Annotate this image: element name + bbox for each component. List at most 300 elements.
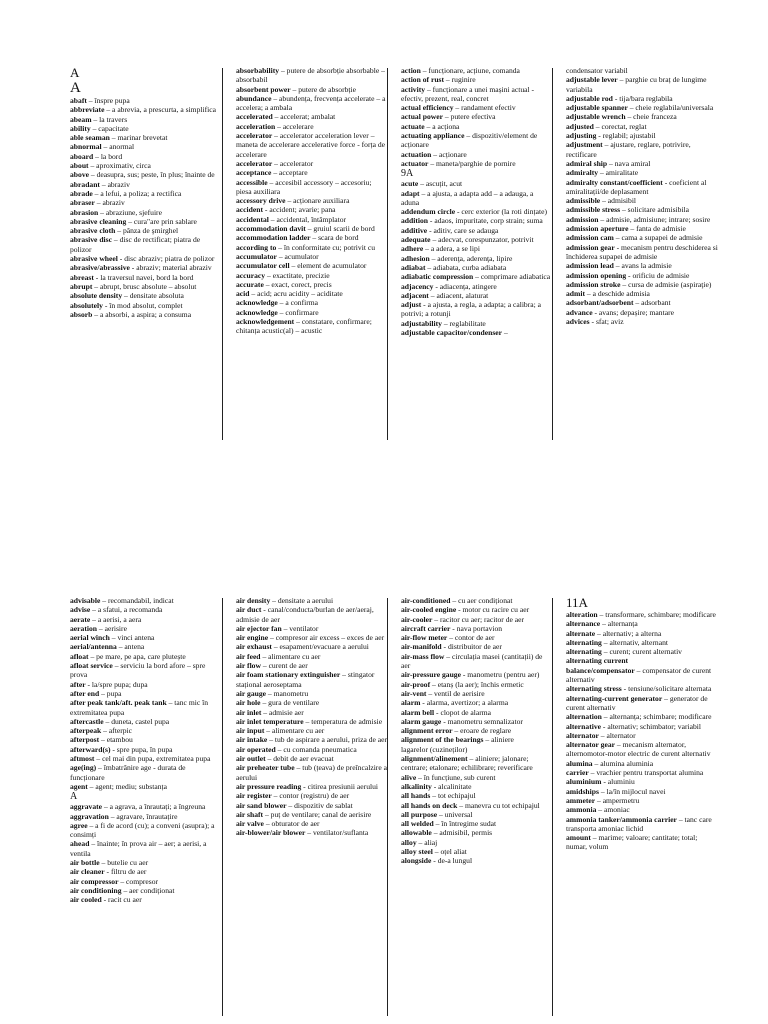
dictionary-entry bbox=[401, 189, 553, 208]
dictionary-entry bbox=[566, 647, 718, 656]
entry-term: adjustable spanner bbox=[566, 103, 628, 113]
entry-term: air-conditioned bbox=[401, 596, 451, 605]
entry-definition: – alternanța; schimbare; modificare bbox=[601, 712, 712, 722]
dictionary-entry bbox=[236, 261, 388, 270]
entry-definition: – tot echipajul bbox=[430, 791, 476, 801]
dictionary-entry bbox=[401, 754, 553, 773]
dictionary-entry bbox=[236, 298, 388, 307]
entry-definition: – acceptare bbox=[271, 168, 308, 178]
dictionary-entry bbox=[236, 196, 388, 205]
dictionary-entry bbox=[70, 680, 222, 689]
entry-definition: – alternativ, alternant bbox=[601, 637, 668, 647]
entry-term: ahead bbox=[70, 839, 90, 849]
entry-definition: - nava portavion bbox=[450, 623, 503, 633]
entry-term: abrade bbox=[70, 188, 93, 198]
entry-definition: – randament efectiv bbox=[453, 103, 516, 113]
entry-definition: – stingator stațional aeroseptama bbox=[236, 670, 375, 689]
entry-term: acceleration bbox=[236, 121, 276, 131]
entry-term: air pressure reading bbox=[236, 781, 302, 791]
dictionary-entry bbox=[236, 810, 388, 819]
entry-definition: – aer condiționat bbox=[121, 885, 175, 895]
dictionary-entry bbox=[566, 638, 718, 647]
entry-term: aerial/antenna bbox=[70, 642, 117, 652]
dictionary-entry bbox=[566, 656, 718, 665]
dictionary-entry bbox=[236, 252, 388, 261]
dictionary-entry bbox=[70, 802, 222, 811]
entry-term: accumulator bbox=[236, 251, 277, 261]
dictionary-entry bbox=[70, 652, 222, 661]
entry-definition: – putere de absorbție absorbable – absorbabil bbox=[236, 66, 385, 85]
entry-term: abaft bbox=[70, 96, 87, 105]
entry-term: ammeter bbox=[566, 795, 596, 805]
dictionary-entry bbox=[401, 179, 553, 188]
column-divider bbox=[552, 68, 553, 440]
entry-definition: – abraziune, sjefuire bbox=[98, 207, 162, 217]
entry-definition: – cheie reglabila/universala bbox=[627, 103, 714, 113]
entry-definition: – a absorbi, a aspira; a consuma bbox=[92, 309, 192, 319]
entry-definition: condensator variabil bbox=[566, 66, 628, 75]
dictionary-entry bbox=[70, 226, 222, 235]
entry-definition: - la/spre pupa; dupa bbox=[85, 679, 148, 689]
entry-term: amount bbox=[566, 833, 591, 843]
column-4 bbox=[566, 66, 718, 326]
entry-definition: – a acționa bbox=[424, 121, 460, 131]
entry-definition: – ruginire bbox=[444, 75, 476, 85]
entry-definition: - adiacența, atingere bbox=[433, 281, 497, 291]
entry-term: all welded bbox=[401, 819, 434, 829]
entry-definition: - canal/conducta/burlan de aer/aeraj, admisie de aer bbox=[236, 605, 374, 624]
entry-term: adequate bbox=[401, 235, 431, 245]
column-1 bbox=[70, 66, 222, 319]
dictionary-entry bbox=[236, 819, 388, 828]
entry-term: alternative bbox=[566, 721, 602, 731]
entry-term: accessible bbox=[236, 177, 268, 187]
entry-term: aeration bbox=[70, 623, 97, 633]
dictionary-entry bbox=[70, 877, 222, 886]
entry-term: absorb bbox=[70, 309, 93, 319]
dictionary-entry bbox=[566, 280, 718, 289]
entry-term: air operated bbox=[236, 744, 276, 754]
dictionary-entry bbox=[401, 112, 553, 121]
entry-definition: – accelerator bbox=[272, 158, 314, 168]
entry-term: admission lead bbox=[566, 261, 614, 271]
dictionary-entry bbox=[70, 96, 222, 105]
entry-term: admission opening bbox=[566, 270, 627, 280]
entry-definition: – capacitate bbox=[90, 123, 129, 133]
entry-definition: - de-a lungul bbox=[431, 856, 473, 866]
entry-definition: - a ajusta, a regla, a adapta; a calibra; a potrivi; a rotunji bbox=[401, 300, 542, 319]
dictionary-entry bbox=[236, 224, 388, 233]
entry-definition: – manevra cu tot echipajul bbox=[457, 800, 540, 810]
entry-definition: – reglabilitate bbox=[441, 318, 486, 328]
entry-term: air bottle bbox=[70, 858, 100, 868]
dictionary-entry bbox=[401, 717, 553, 726]
entry-term: accelerator bbox=[236, 131, 273, 141]
dictionary-entry bbox=[70, 310, 222, 319]
entry-definition: – adiabata, curba adiabata bbox=[425, 262, 507, 272]
dictionary-entry bbox=[566, 759, 718, 768]
dictionary-entry bbox=[401, 847, 553, 856]
entry-definition: – deasupra, sus; peste, în plus; înainte de bbox=[88, 170, 215, 180]
dictionary-entry bbox=[401, 272, 553, 281]
entry-definition: - avans; depașire; mantare bbox=[592, 307, 674, 317]
entry-term: adjusting bbox=[566, 131, 597, 141]
dictionary-entry bbox=[566, 243, 718, 262]
entry-definition: – vinci antena bbox=[109, 633, 155, 643]
column-divider bbox=[552, 598, 553, 1016]
entry-term: air inlet temperature bbox=[236, 716, 304, 726]
entry-definition: - manometru (pentru aer) bbox=[460, 670, 540, 680]
entry-list bbox=[566, 610, 718, 852]
dictionary-entry bbox=[236, 233, 388, 242]
dictionary-entry bbox=[70, 142, 222, 151]
column-divider bbox=[222, 598, 223, 1016]
dictionary-entry bbox=[566, 308, 718, 317]
entry-term: air outlet bbox=[236, 754, 266, 764]
entry-term: abrasive wheel bbox=[70, 254, 118, 264]
entry-term: afterward(s) bbox=[70, 744, 111, 754]
entry-definition: – acumulator bbox=[276, 251, 319, 261]
entry-term: admission bbox=[566, 214, 599, 224]
entry-term: aircraft carrier bbox=[401, 623, 451, 633]
column-2 bbox=[236, 66, 388, 336]
entry-definition: – universal bbox=[437, 809, 473, 819]
entry-term: adjustment bbox=[566, 140, 603, 150]
entry-definition: – compensator de curent alternativ bbox=[566, 665, 712, 685]
entry-definition: – esapament/evacuare a aerului bbox=[271, 642, 369, 652]
dictionary-entry bbox=[566, 131, 718, 140]
entry-term: admission cam bbox=[566, 233, 614, 243]
dictionary-entry bbox=[70, 596, 222, 605]
entry-term: air-manifold bbox=[401, 642, 442, 652]
entry-definition: – serviciu la bord afore – spre prova bbox=[70, 661, 206, 680]
entry-term: adjustable capacitor/condenser bbox=[401, 328, 503, 338]
entry-term: alternator gear bbox=[566, 740, 615, 750]
entry-term: ammonia bbox=[566, 805, 597, 815]
entry-term: alternating bbox=[566, 647, 602, 657]
dictionary-entry bbox=[401, 745, 553, 754]
entry-definition: – amoniac bbox=[596, 805, 630, 815]
entry-term: after bbox=[70, 679, 86, 689]
entry-term: ammonia tanker/ammonia carrier bbox=[566, 814, 677, 824]
dictionary-entry bbox=[70, 698, 222, 717]
dictionary-entry bbox=[401, 150, 553, 159]
entry-definition: - citirea presiunii aerului bbox=[301, 781, 379, 791]
dictionary-entry bbox=[401, 159, 553, 168]
dictionary-entry bbox=[566, 833, 718, 852]
dictionary-entry bbox=[236, 280, 388, 289]
entry-term: admiralty bbox=[566, 168, 599, 178]
entry-definition: - tensiune/solicitare alternata bbox=[621, 684, 712, 694]
dictionary-entry bbox=[70, 282, 222, 291]
entry-term: abeam bbox=[70, 114, 92, 124]
dictionary-entry bbox=[70, 105, 222, 114]
entry-term: abradant bbox=[70, 179, 100, 189]
dictionary-entry bbox=[236, 828, 388, 837]
entry-term: accelerator bbox=[236, 158, 273, 168]
entry-term: air-blower/air blower bbox=[236, 828, 306, 838]
entry-definition: – pe mare, pe apa, care plutește bbox=[88, 651, 186, 661]
dictionary-entry bbox=[236, 670, 388, 689]
entry-definition: – la travers bbox=[91, 114, 128, 124]
entry-term: additive bbox=[401, 225, 428, 235]
entry-term: acknowledge bbox=[236, 307, 278, 317]
entry-term: acid bbox=[236, 289, 250, 299]
dictionary-entry bbox=[566, 298, 718, 307]
dictionary-entry bbox=[566, 768, 718, 777]
entry-definition: – a lefui, a poliza; a rectifica bbox=[92, 188, 182, 198]
dictionary-entry bbox=[236, 289, 388, 298]
entry-definition: – abundența, frecvența accelerate – a accelera; a ambala bbox=[236, 93, 386, 113]
entry-term: accurate bbox=[236, 279, 264, 289]
dictionary-entry bbox=[401, 801, 553, 810]
entry-term: absorbent power bbox=[236, 84, 291, 94]
dictionary-entry bbox=[566, 317, 718, 326]
entry-term: age(ing) bbox=[70, 763, 97, 773]
entry-definition: – cura"are prin sablare bbox=[126, 216, 197, 226]
dictionary-entry bbox=[566, 140, 718, 159]
entry-definition: – aliaj bbox=[416, 837, 438, 847]
entry-definition: – contor (registru) de aer bbox=[271, 791, 350, 801]
entry-term: aerial winch bbox=[70, 633, 110, 643]
entry-definition: – afterpic bbox=[101, 726, 132, 736]
entry-list bbox=[70, 96, 222, 319]
dictionary-entry bbox=[70, 735, 222, 744]
entry-definition: – putere efectiva bbox=[442, 112, 496, 122]
dictionary-entry bbox=[401, 642, 553, 651]
entry-definition: – alternativ; a alterna bbox=[595, 628, 662, 638]
entry-definition: – disc de rectificat; piatra de polizor bbox=[70, 235, 201, 254]
dictionary-entry bbox=[236, 178, 388, 197]
entry-list bbox=[236, 596, 388, 838]
entry-term: afloat service bbox=[70, 661, 113, 671]
entry-term: aggravation bbox=[70, 811, 109, 821]
dictionary-entry bbox=[566, 805, 718, 814]
entry-definition: – înspre pupa bbox=[86, 96, 130, 105]
entry-term: alternating-current generator bbox=[566, 693, 663, 703]
dictionary-entry bbox=[236, 717, 388, 726]
entry-term: adsorbant/adsorbent bbox=[566, 298, 634, 308]
dictionary-entry bbox=[566, 289, 718, 298]
entry-term: air register bbox=[236, 791, 272, 801]
entry-definition: - cerc exterior (la roti dințate) bbox=[455, 207, 547, 217]
entry-definition: – cheie franceza bbox=[625, 112, 677, 122]
dictionary-entry bbox=[70, 152, 222, 161]
dictionary-entry bbox=[70, 867, 222, 876]
entry-definition: – alternator bbox=[598, 730, 636, 740]
dictionary-entry bbox=[566, 787, 718, 796]
entry-definition: – îmbatrânire age - durata de funcționare bbox=[70, 763, 186, 782]
entry-term: all hands on deck bbox=[401, 800, 458, 810]
entry-definition: – accelerat; ambalat bbox=[272, 112, 336, 122]
entry-definition: – tanc care transporta amoniac lichid bbox=[566, 814, 712, 833]
entry-definition: - disc abraziv; piatra de polizor bbox=[117, 254, 215, 264]
dictionary-entry bbox=[566, 684, 718, 693]
dictionary-entry bbox=[401, 605, 553, 614]
dictionary-entry bbox=[70, 615, 222, 624]
dictionary-entry bbox=[70, 858, 222, 867]
entry-definition: – putere de absorbție bbox=[290, 84, 357, 94]
dictionary-entry bbox=[401, 680, 553, 689]
entry-term: air feed bbox=[236, 651, 261, 661]
entry-term: adjustable lever bbox=[566, 75, 618, 85]
dictionary-entry bbox=[401, 216, 553, 225]
entry-term: absorbability bbox=[236, 66, 280, 75]
dictionary-entry bbox=[70, 235, 222, 254]
dictionary-entry bbox=[401, 810, 553, 819]
entry-term: air compressor bbox=[70, 876, 119, 886]
entry-definition: - aditiv, care se adauga bbox=[427, 225, 499, 235]
dictionary-entry bbox=[70, 895, 222, 904]
dictionary-entry bbox=[236, 791, 388, 800]
dictionary-entry bbox=[566, 205, 718, 214]
entry-definition: – gruiul scarii de bord bbox=[305, 224, 375, 234]
entry-term: about bbox=[70, 161, 89, 171]
entry-definition: - tija/bara reglabila bbox=[612, 93, 673, 103]
entry-definition: – a confirma bbox=[277, 298, 319, 308]
entry-term: air ejector fan bbox=[236, 623, 282, 633]
entry-term: abundance bbox=[236, 93, 272, 103]
dictionary-entry bbox=[566, 796, 718, 805]
entry-definition: – în întregime sudat bbox=[433, 819, 497, 829]
entry-definition: – alimentare cu aer bbox=[260, 651, 321, 661]
entry-term: aftmost bbox=[70, 754, 95, 764]
entry-term: admiralty constant/coefficient bbox=[566, 177, 663, 187]
dictionary-entry bbox=[236, 652, 388, 661]
entry-term: above bbox=[70, 170, 89, 180]
dictionary-entry bbox=[70, 624, 222, 633]
entry-definition: – racitor cu aer; racitor de aer bbox=[432, 614, 525, 624]
entry-term: admit bbox=[566, 289, 585, 299]
entry-term: accumulator cell bbox=[236, 261, 290, 271]
entry-term: air-cooler bbox=[401, 614, 433, 624]
entry-definition: - aluminiu bbox=[601, 777, 635, 787]
dictionary-entry bbox=[401, 624, 553, 633]
entry-term: actual power bbox=[401, 112, 443, 122]
entry-definition: – tanc mic în extremitatea pupa bbox=[70, 698, 209, 717]
dictionary-entry bbox=[401, 735, 553, 744]
dictionary-entry bbox=[401, 263, 553, 272]
entry-definition: – contor de aer bbox=[447, 633, 495, 643]
entry-term: admission stroke bbox=[566, 279, 621, 289]
dictionary-entry bbox=[70, 605, 222, 614]
dictionary-entry bbox=[566, 712, 718, 721]
column-2 bbox=[236, 596, 388, 838]
entry-term: actuate bbox=[401, 121, 425, 131]
entry-term: aftercastle bbox=[70, 716, 104, 726]
entry-definition: – a sfatui, a recomanda bbox=[90, 605, 163, 615]
entry-definition: – marime; valoare; cantitate; total; numar, volum bbox=[566, 833, 698, 852]
entry-definition: - clopot de alarma bbox=[434, 707, 492, 717]
dictionary-entry bbox=[401, 708, 553, 717]
entry-definition: – exact, corect, precis bbox=[263, 279, 332, 289]
dictionary-entry bbox=[566, 233, 718, 242]
dictionary-entry bbox=[70, 254, 222, 263]
entry-definition: – aliniere; jalonare; centrare; etalonare; echilibrare; reverificare bbox=[401, 754, 533, 773]
entry-term: air inlet bbox=[236, 707, 262, 717]
entry-definition: - în mod absolut, complet bbox=[102, 300, 183, 310]
dictionary-entry bbox=[401, 254, 553, 263]
entry-definition: – constatare, confirmare; chitanța acustic(al) – acustic bbox=[236, 317, 372, 336]
page-marker: A bbox=[70, 791, 78, 803]
entry-term: alteration bbox=[566, 610, 598, 619]
entry-term: air intake bbox=[236, 735, 268, 745]
dictionary-entry bbox=[70, 115, 222, 124]
entry-definition: – aerisire bbox=[97, 623, 127, 633]
entry-definition: – duneta, castel pupa bbox=[103, 716, 170, 726]
dictionary-entry bbox=[236, 159, 388, 168]
dictionary-entry bbox=[401, 615, 553, 624]
dictionary-entry bbox=[70, 754, 222, 763]
dictionary-entry bbox=[70, 726, 222, 735]
entry-term: absolute density bbox=[70, 291, 123, 301]
entry-definition: – a ajusta, a adapta add – a adauga, a aduna bbox=[401, 188, 534, 207]
entry-definition: - reglabil; ajustabil bbox=[596, 131, 656, 141]
entry-definition: – agent; mediu; substanța bbox=[87, 781, 168, 791]
entry-definition: – cu comanda pneumatica bbox=[275, 744, 357, 754]
entry-definition: – la bord bbox=[93, 151, 123, 161]
dictionary-entry bbox=[70, 124, 222, 133]
dictionary-entry bbox=[236, 745, 388, 754]
entry-definition: – curent; curent alternativ bbox=[601, 647, 682, 657]
entry-definition: – mecanism alternator, alternomotor-motor electric de curent alternativ bbox=[566, 740, 711, 759]
entry-term: adjusted bbox=[566, 121, 594, 131]
entry-term: air hole bbox=[236, 698, 261, 708]
entry-definition: – comprimare adiabatica bbox=[473, 272, 551, 282]
dictionary-entry bbox=[401, 235, 553, 244]
entry-term: alternating stress bbox=[566, 684, 622, 694]
dictionary-entry bbox=[566, 159, 718, 168]
entry-definition: – ventilator/suflanta bbox=[305, 828, 369, 838]
entry-term: adapt bbox=[401, 188, 420, 198]
entry-term: air cleaner bbox=[70, 867, 105, 877]
entry-list bbox=[566, 66, 718, 326]
entry-definition: – abrupt, brusc absolute – absolut bbox=[92, 281, 197, 291]
entry-term: addendum circle bbox=[401, 207, 456, 217]
entry-definition: – a deschide admisia bbox=[584, 289, 650, 299]
dictionary-entry bbox=[236, 596, 388, 605]
dictionary-entry bbox=[566, 103, 718, 112]
top-row bbox=[0, 66, 768, 466]
entry-definition: – accelerator acceleration lever – maneta de accelerare accelerative force - forța de accelerare bbox=[236, 131, 386, 159]
entry-term: aerate bbox=[70, 614, 91, 624]
entry-definition: – adecvat, corespunzator, potrivit bbox=[430, 235, 534, 245]
entry-term: absolutely bbox=[70, 300, 103, 310]
entry-definition: – la/în mijlocul navei bbox=[598, 786, 666, 796]
entry-definition: – a agrava, a înrautați; a îngreuna bbox=[102, 802, 206, 812]
entry-term: air-pressure gauge bbox=[401, 670, 461, 680]
entry-term: action bbox=[401, 66, 421, 75]
entry-definition: – antena bbox=[116, 642, 145, 652]
dictionary-entry bbox=[70, 217, 222, 226]
dictionary-entry bbox=[70, 161, 222, 170]
entry-definition: – pupa bbox=[99, 688, 122, 698]
column-3 bbox=[401, 66, 553, 337]
entry-definition: – ajustare, reglare, potrivire, rectificare bbox=[566, 140, 691, 159]
entry-list bbox=[70, 596, 222, 905]
entry-term: alkalinity bbox=[401, 781, 432, 791]
dictionary-entry bbox=[236, 168, 388, 177]
entry-term: carrier bbox=[566, 768, 589, 778]
dictionary-entry bbox=[401, 791, 553, 800]
entry-definition: – în conformitate cu; potrivit cu bbox=[276, 242, 375, 252]
entry-term: air-mass flow bbox=[401, 651, 445, 661]
dictionary-entry bbox=[70, 642, 222, 651]
dictionary-entry bbox=[70, 821, 222, 840]
entry-definition: – funcționare a unei mașini actual - efectiv, prezent, real, concret bbox=[401, 84, 535, 103]
entry-definition: – ampermetru bbox=[595, 795, 640, 805]
dictionary-entry bbox=[236, 735, 388, 744]
